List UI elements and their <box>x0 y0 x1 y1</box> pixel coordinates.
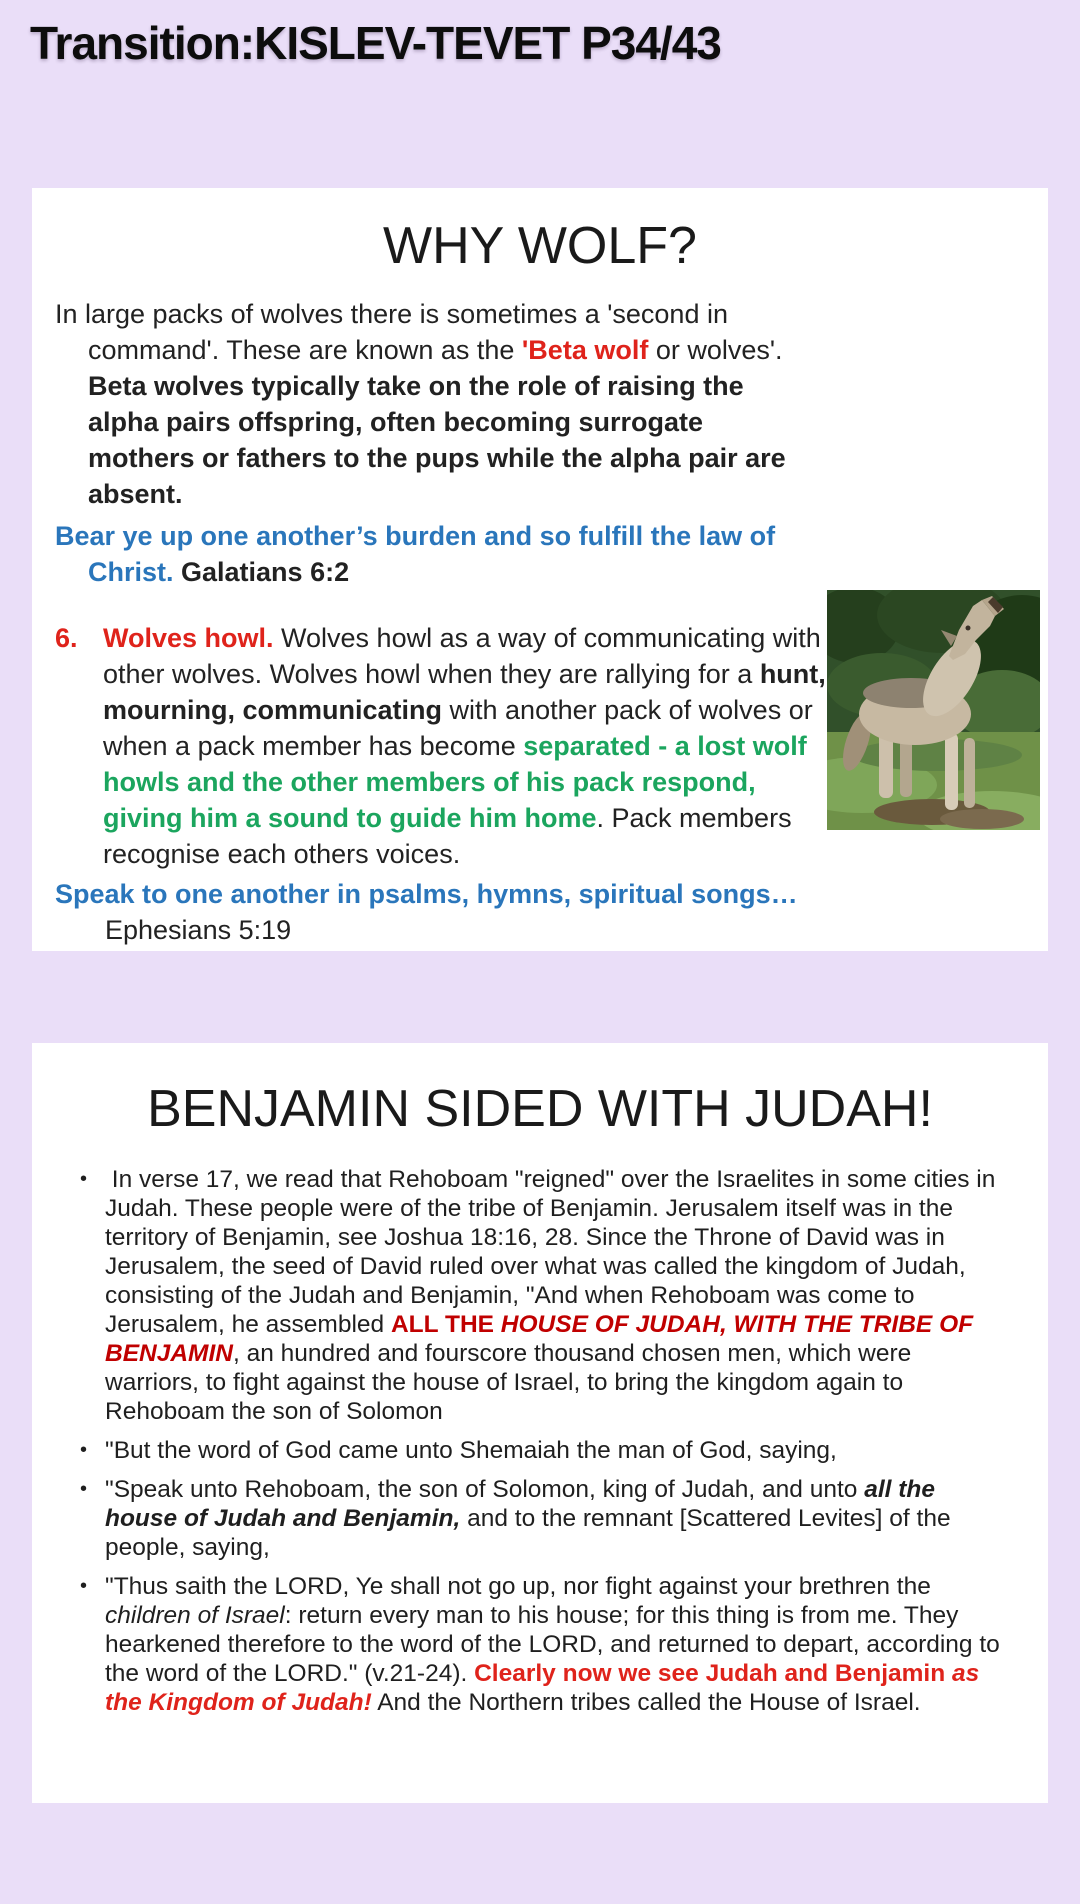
item6-text: Wolves howl. Wolves howl as a way of communicating with other wolves. Wolves howl when they are rallying for a hunt, mourning, communicating with another pack of wolves or when a pack member has become separated - a lost wolf howls and the other members of his pack respond, giving him a sound to guide him home. Pack members recognise each others voices. <box>103 623 826 869</box>
bullet-text: In verse 17, we read that Rehoboam "reigned" over the Israelites in some cities in Judah. These people were of the tribe of Benjamin. Jerusalem itself was in the territory of Benjamin, see Joshua 18:16, 28. Since the Throne of David was in Jerusalem, the seed of David ruled over what was called the kingdom of Judah, consisting of the Judah and Benjamin, "And when Rehoboam was come to Jerusalem, he assembled ALL THE HOUSE OF JUDAH, WITH THE TRIBE OF BENJAMIN, an hundred and fourscore thousand chosen men, which were warriors, to fight against the house of Israel, to bring the kingdom again to Rehoboam the son of Solomon <box>105 1166 996 1425</box>
slide-benjamin-sided-with-judah <box>32 1043 1048 1803</box>
bullet-item <box>80 1165 1003 1426</box>
page-title: Transition:KISLEV-TEVET P34/43 <box>30 17 721 69</box>
slide1-wolves-howl-item <box>55 620 828 872</box>
bullet-item <box>80 1572 1003 1717</box>
bullet-marker: • <box>80 1439 88 1461</box>
bullet-text: "Thus saith the LORD, Ye shall not go up, nor fight against your brethren the children of Israel: return every man to his house; for this thing is from me. They hearkened therefore to the word of the LORD, and returned to depart, according to the word of the LORD." (v.21-24). Clearly now we see Judah and Benjamin as the Kingdom of Judah! And the Northern tribes called the House of Israel. <box>105 1573 1000 1716</box>
item6-number: 6. <box>55 623 78 653</box>
slide-why-wolf <box>32 188 1048 951</box>
bullet-text: "But the word of God came unto Shemaiah the man of God, saying, <box>105 1437 837 1464</box>
bullet-item <box>80 1475 1003 1562</box>
slide1-title: WHY WOLF? <box>383 217 697 275</box>
slide1-ephesians-reference: Ephesians 5:19 <box>105 915 292 945</box>
bullet-marker: • <box>80 1478 88 1500</box>
howling-wolf-image <box>827 590 1040 830</box>
slide1-galatians-verse: Bear ye up one another’s burden and so fulfill the law of Christ. Galatians 6:2 <box>55 521 776 587</box>
slide1-intro-paragraph: In large packs of wolves there is sometimes a 'second in command'. These are known as the 'Beta wolf or wolves'. Beta wolves typically take on the role of raising the alpha pairs offspring, often becoming surrogate mothers or fathers to the pups while the alpha pair are absent. <box>55 299 786 509</box>
slide2-title: BENJAMIN SIDED WITH JUDAH! <box>147 1080 933 1138</box>
slide1-ephesians-verse: Speak to one another in psalms, hymns, spiritual songs… <box>55 879 798 909</box>
bullet-item <box>80 1436 1003 1465</box>
bullet-text: "Speak unto Rehoboam, the son of Solomon, king of Judah, and unto all the house of Judah and Benjamin, and to the remnant [Scattered Levites] of the people, saying, <box>105 1476 951 1561</box>
slide2-bullet-list <box>32 1165 1048 1717</box>
howling-wolf-illustration <box>827 590 1040 830</box>
bullet-marker: • <box>80 1575 88 1597</box>
bullet-marker: • <box>80 1168 88 1190</box>
